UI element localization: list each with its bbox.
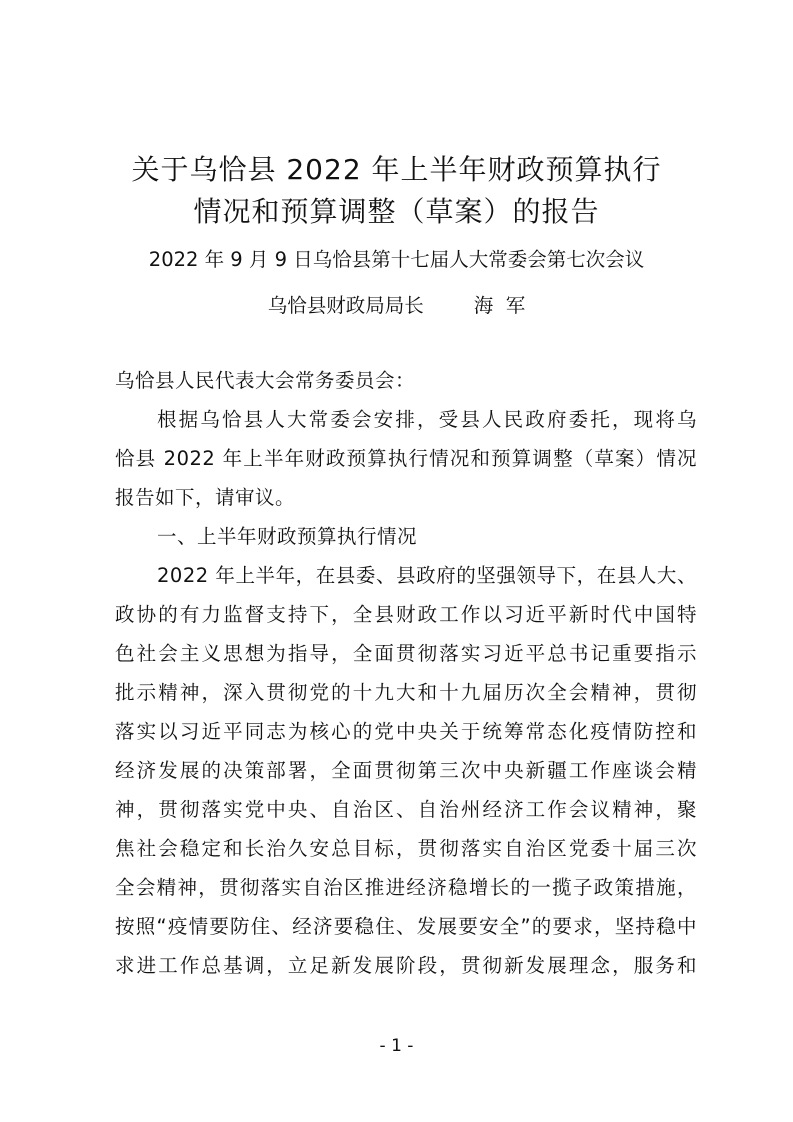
section-heading: 一、上半年财政预算执行情况 xyxy=(157,525,418,548)
paragraph-line: 恰县 2022 年上半年财政预算执行情况和预算调整（草案）情况 xyxy=(115,447,697,470)
document-body xyxy=(115,368,697,992)
paragraph-line: 焦社会稳定和长治久安总目标，贯彻落实自治区党委十届三次 xyxy=(115,837,697,860)
paragraph-line: 全会精神，贯彻落实自治区推进经济稳增长的一揽子政策措施， xyxy=(115,876,697,899)
author-title: 乌恰县财政局局长 xyxy=(267,294,424,317)
paragraph-line: 2022 年上半年，在县委、县政府的坚强领导下，在县人大、 xyxy=(157,564,697,587)
paragraph-line: 色社会主义思想为指导，全面贯彻落实习近平总书记重要指示 xyxy=(115,642,697,665)
author-name: 海 军 xyxy=(473,294,526,317)
paragraph-line: 经济发展的决策部署，全面贯彻第三次中央新疆工作座谈会精 xyxy=(115,759,697,782)
paragraph-line: 神，贯彻落实党中央、自治区、自治州经济工作会议精神，聚 xyxy=(115,798,697,821)
paragraph-line: 求进工作总基调，立足新发展阶段，贯彻新发展理念，服务和 xyxy=(115,954,697,977)
paragraph-line: 批示精神，深入贯彻党的十九大和十九届历次全会精神，贯彻 xyxy=(115,681,697,704)
document-title-line-1: 关于乌恰县 2022 年上半年财政预算执行 xyxy=(131,153,662,186)
author-line xyxy=(0,290,793,318)
meeting-subtitle: 2022 年 9 月 9 日乌恰县第十七届人大常委会第七次会议 xyxy=(148,248,645,271)
paragraph-line: 按照“疫情要防住、经济要稳住、发展要安全”的要求，坚持稳中 xyxy=(115,915,697,938)
paragraph-line: 政协的有力监督支持下，全县财政工作以习近平新时代中国特 xyxy=(115,603,697,626)
paragraph-line: 报告如下，请审议。 xyxy=(115,486,296,509)
document-title-line-2: 情况和预算调整（草案）的报告 xyxy=(193,195,600,228)
page-number: - 1 - xyxy=(379,1036,414,1056)
salutation: 乌恰县人民代表大会常务委员会： xyxy=(115,369,416,392)
paragraph-line: 落实以习近平同志为核心的党中央关于统筹常态化疫情防控和 xyxy=(115,720,697,743)
paragraph-line: 根据乌恰县人大常委会安排，受县人民政府委托，现将乌 xyxy=(157,408,697,431)
